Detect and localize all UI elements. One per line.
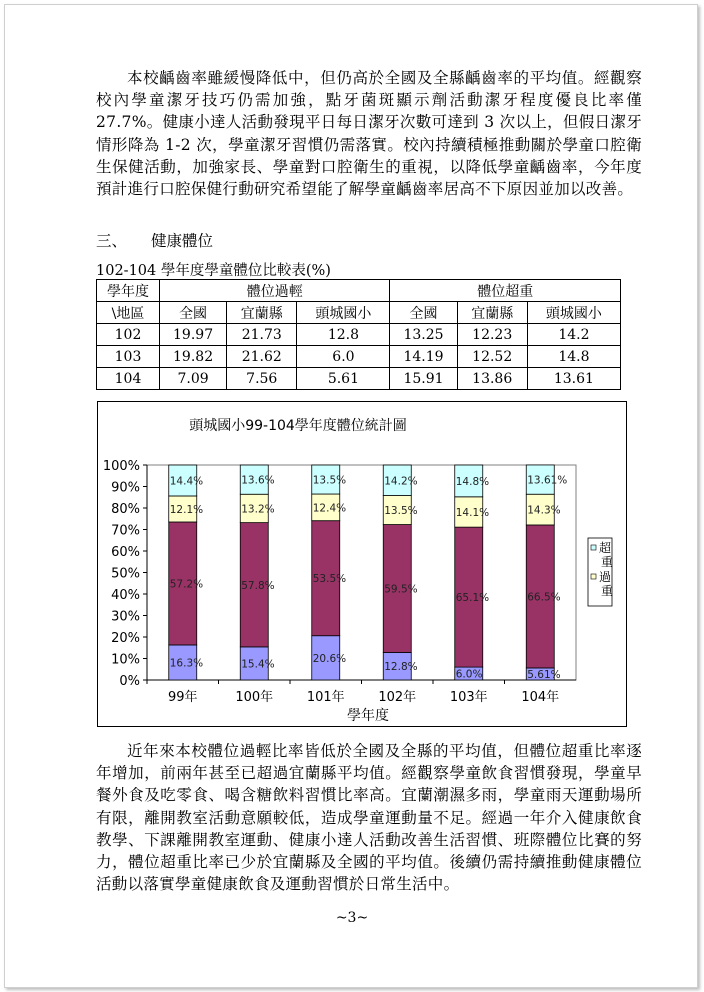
x-tick-label: 101年 xyxy=(306,690,345,705)
data-label: 53.5% xyxy=(312,573,347,586)
data-label: 14.1% xyxy=(455,506,490,519)
x-tick-label: 103年 xyxy=(449,690,488,705)
table-cell: 14.19 xyxy=(390,346,457,368)
table-cell: 12.52 xyxy=(457,346,527,368)
data-label: 20.6% xyxy=(312,652,347,665)
subheader-cell: 頭城國小 xyxy=(527,302,620,324)
subheader-cell: 宜蘭縣 xyxy=(227,302,297,324)
chart-title: 頭城國小99-104學年度體位統計圖 xyxy=(189,418,407,434)
data-label: 13.61% xyxy=(527,474,568,487)
table-cell: 7.56 xyxy=(227,368,297,390)
y-tick-label: 90% xyxy=(111,480,140,496)
data-label: 59.5% xyxy=(384,583,418,596)
table-cell: 5.61 xyxy=(297,368,390,390)
y-tick-label: 70% xyxy=(111,523,140,539)
section-number: 三、 xyxy=(96,232,128,250)
table-cell: 14.8 xyxy=(527,346,620,368)
table-cell: 12.8 xyxy=(297,324,390,346)
table-cell-year: 104 xyxy=(97,368,160,390)
y-tick-label: 100% xyxy=(102,459,140,474)
table-cell: 12.23 xyxy=(457,324,527,346)
chart-xlabel: 學年度 xyxy=(347,708,389,724)
bmi-comparison-table xyxy=(96,279,621,390)
table-row xyxy=(97,368,621,390)
table-cell: 15.91 xyxy=(390,368,457,390)
table-cell: 21.62 xyxy=(227,346,297,368)
data-label: 13.5% xyxy=(384,505,418,518)
legend-label: 過重 xyxy=(599,570,614,598)
bmi-chart-svg xyxy=(98,402,626,726)
data-label: 16.3% xyxy=(169,657,204,670)
page-number: ~3~ xyxy=(335,910,369,926)
y-tick-label: 40% xyxy=(111,588,140,603)
data-label: 14.8% xyxy=(455,475,490,488)
table-cell-year: 102 xyxy=(97,324,160,346)
data-label: 13.5% xyxy=(312,474,347,487)
table-cell: 13.25 xyxy=(390,324,457,346)
y-tick-label: 80% xyxy=(111,502,140,517)
data-label: 6.0% xyxy=(455,668,483,681)
x-tick-label: 104年 xyxy=(521,690,560,705)
data-label: 66.5% xyxy=(527,591,561,604)
data-label: 5.61% xyxy=(527,668,561,681)
y-tick-label: 20% xyxy=(111,631,140,646)
table-cell: 6.0 xyxy=(297,346,390,368)
subheader-cell: 全國 xyxy=(160,302,227,324)
table-cell: 19.82 xyxy=(160,346,227,368)
table-cell: 21.73 xyxy=(227,324,297,346)
table-cell: 14.2 xyxy=(527,324,620,346)
legend-swatch xyxy=(591,574,596,579)
header-region: \地區 xyxy=(97,302,160,324)
data-label: 57.8% xyxy=(241,579,275,592)
y-tick-label: 0% xyxy=(119,674,140,689)
bmi-chart xyxy=(97,401,627,727)
header-overweight: 體位超重 xyxy=(390,280,621,302)
data-label: 65.1% xyxy=(455,592,490,605)
legend-label: 超重 xyxy=(599,541,614,569)
y-tick-label: 10% xyxy=(111,652,140,668)
table-cell: 13.61 xyxy=(527,368,620,390)
data-label: 13.6% xyxy=(241,474,275,487)
data-label: 12.4% xyxy=(312,502,347,515)
plot-area xyxy=(147,465,576,680)
data-label: 12.8% xyxy=(384,661,418,674)
x-tick-label: 99年 xyxy=(167,690,198,705)
paragraph-dental: 本校齲齒率雖緩慢降低中，但仍高於全國及全縣齲齒率的平均值。經觀察校內學童潔牙技巧仍需加強，點牙菌斑顯示劑活動潔牙程度優良比率僅27.7%。健康小達人活動發現平日每日潔牙次數可達到 3 次以上，但假日潔牙情形降為 1-2 次，學童潔牙習慣仍需落實。校內持續積極推動關於學童口腔衛生保健活動，加強家長、學童對口腔衛生的重視，以降低學童齲齒率，今年度預計進行口腔保健行動研究希望能了解學童齲齒率居高不下原因並加以改善。 xyxy=(96,69,642,199)
data-label: 14.4% xyxy=(169,475,204,488)
subheader-cell: 宜蘭縣 xyxy=(457,302,527,324)
legend-swatch xyxy=(591,545,596,550)
data-label: 14.3% xyxy=(527,504,561,517)
subheader-cell: 頭城國小 xyxy=(297,302,390,324)
header-underweight: 體位過輕 xyxy=(160,280,390,302)
y-tick-label: 60% xyxy=(111,545,140,560)
y-tick-label: 30% xyxy=(111,609,140,625)
data-label: 57.2% xyxy=(169,578,204,591)
section-heading xyxy=(96,229,213,251)
data-label: 13.2% xyxy=(241,503,275,516)
x-tick-label: 100年 xyxy=(235,690,274,705)
y-tick-label: 50% xyxy=(111,566,140,582)
data-label: 12.1% xyxy=(169,503,204,516)
table-row xyxy=(97,324,621,346)
table-cell: 13.86 xyxy=(457,368,527,390)
data-label: 14.2% xyxy=(384,475,418,488)
table-cell-year: 103 xyxy=(97,346,160,368)
paragraph-bmi: 近年來本校體位過輕比率皆低於全國及全縣的平均值，但體位超重比率逐年增加，前兩年甚至已超過宜蘭縣平均值。經觀察學童飲食習慣發現，學童早餐外食及吃零食、喝含糖飲料習慣比率高。宜蘭潮濕多雨，學童雨天運動場所有限，離開教室活動意願較低，造成學童運動量不足。經過一年介入健康飲食教學、下課離開教室運動、健康小達人活動改善生活習慣、班際體位比賽的努力，體位超重比率已少於宜蘭縣及全國的平均值。後續仍需持續推動健康體位活動以落實學童健康飲食及運動習慣於日常生活中。 xyxy=(96,742,642,894)
table-cell: 19.97 xyxy=(160,324,227,346)
x-tick-label: 102年 xyxy=(378,690,417,705)
section-title: 健康體位 xyxy=(151,232,214,250)
data-label: 15.4% xyxy=(241,658,275,671)
subheader-cell: 全國 xyxy=(390,302,457,324)
header-year: 學年度 xyxy=(97,280,160,302)
table-caption: 102-104 學年度學童體位比較表(%) xyxy=(96,263,331,279)
table-row xyxy=(97,346,621,368)
table-cell: 7.09 xyxy=(160,368,227,390)
